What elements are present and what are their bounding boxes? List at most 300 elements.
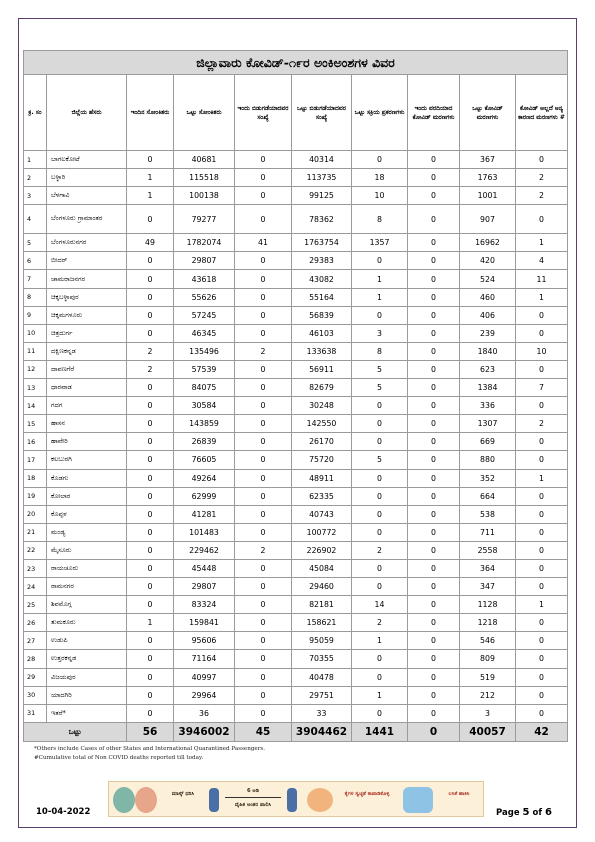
cell-serial: 28 — [24, 650, 47, 668]
cell-total-infected: 76605 — [174, 451, 235, 469]
cell-today-deaths: 0 — [408, 169, 460, 187]
handwash-segment — [299, 782, 399, 818]
cell-total-infected: 49264 — [174, 469, 235, 487]
table-row — [24, 169, 568, 187]
cell-district: ರಾಯಚೂರು — [47, 559, 127, 577]
cell-today-discharged: 0 — [235, 469, 292, 487]
cell-today-deaths: 0 — [408, 205, 460, 234]
cell-today-infected: 0 — [127, 415, 174, 433]
cell-today-discharged: 0 — [235, 205, 292, 234]
cell-total-infected: 41281 — [174, 505, 235, 523]
cell-total-discharged: 1763754 — [292, 234, 352, 252]
cell-today-infected: 0 — [127, 578, 174, 596]
cell-today-infected: 0 — [127, 252, 174, 270]
cell-active-cases: 0 — [352, 559, 408, 577]
vaccine-icon — [403, 787, 433, 813]
cell-today-deaths: 0 — [408, 704, 460, 722]
cell-today-discharged: 0 — [235, 686, 292, 704]
cell-non-covid-deaths: 2 — [516, 169, 568, 187]
cell-today-infected: 0 — [127, 541, 174, 559]
cell-district: ಚಿತ್ರದುರ್ಗ — [47, 324, 127, 342]
cell-total-deaths: 364 — [460, 559, 516, 577]
cell-serial: 30 — [24, 686, 47, 704]
cell-district: ಕೊಡಗು — [47, 469, 127, 487]
cell-active-cases: 18 — [352, 169, 408, 187]
cell-today-infected: 0 — [127, 469, 174, 487]
cell-today-discharged: 0 — [235, 169, 292, 187]
cell-total-infected: 159841 — [174, 614, 235, 632]
table-row — [24, 632, 568, 650]
cell-total-deaths: 212 — [460, 686, 516, 704]
cell-today-infected: 0 — [127, 523, 174, 541]
header-district: ಜಿಲ್ಲೆಯ ಹೆಸರು — [47, 75, 127, 151]
cell-total-deaths: 623 — [460, 360, 516, 378]
cell-today-infected: 2 — [127, 360, 174, 378]
cell-total-deaths: 519 — [460, 668, 516, 686]
table-row — [24, 379, 568, 397]
cell-non-covid-deaths: 1 — [516, 596, 568, 614]
cell-total-infected: 83324 — [174, 596, 235, 614]
cell-district: ಉಡುಪಿ — [47, 632, 127, 650]
cell-serial: 19 — [24, 487, 47, 505]
cell-active-cases: 0 — [352, 523, 408, 541]
cell-total-discharged: 45084 — [292, 559, 352, 577]
total-today-discharged: 45 — [235, 722, 292, 741]
cell-today-discharged: 0 — [235, 252, 292, 270]
cell-district: ಬೆಂಗಳೂರು ಗ್ರಾಮಾಂತರ — [47, 205, 127, 234]
cell-today-discharged: 0 — [235, 650, 292, 668]
cell-total-deaths: 669 — [460, 433, 516, 451]
table-row — [24, 270, 568, 288]
cell-today-discharged: 0 — [235, 360, 292, 378]
cell-active-cases: 0 — [352, 704, 408, 722]
cell-active-cases: 14 — [352, 596, 408, 614]
cell-today-discharged: 41 — [235, 234, 292, 252]
cell-district: ಬಾಗಲಕೋಟೆ — [47, 151, 127, 169]
cell-serial: 4 — [24, 205, 47, 234]
cell-non-covid-deaths: 11 — [516, 270, 568, 288]
cell-district: ವಿಜಯಪುರ — [47, 668, 127, 686]
cell-total-infected: 143859 — [174, 415, 235, 433]
cell-district: ಹಾಸನ — [47, 415, 127, 433]
cell-district: ತುಮಕೂರು — [47, 614, 127, 632]
cell-non-covid-deaths: 0 — [516, 433, 568, 451]
cell-serial: 20 — [24, 505, 47, 523]
cell-today-deaths: 0 — [408, 151, 460, 169]
distance-arrow-icon — [225, 797, 281, 798]
cell-total-deaths: 1001 — [460, 187, 516, 205]
cell-total-discharged: 100772 — [292, 523, 352, 541]
cell-today-infected: 2 — [127, 342, 174, 360]
cell-total-deaths: 524 — [460, 270, 516, 288]
cell-serial: 31 — [24, 704, 47, 722]
page-current: 5 — [522, 807, 530, 818]
cell-total-discharged: 226902 — [292, 541, 352, 559]
cell-total-discharged: 55164 — [292, 288, 352, 306]
cell-today-discharged: 0 — [235, 578, 292, 596]
cell-serial: 2 — [24, 169, 47, 187]
cell-district: ಯಾದಗಿರಿ — [47, 686, 127, 704]
cell-district: ಉತ್ತರಕನ್ನಡ — [47, 650, 127, 668]
cell-today-infected: 0 — [127, 324, 174, 342]
cell-active-cases: 8 — [352, 205, 408, 234]
table-row — [24, 451, 568, 469]
cell-total-discharged: 48911 — [292, 469, 352, 487]
cell-total-infected: 135496 — [174, 342, 235, 360]
cell-non-covid-deaths: 0 — [516, 487, 568, 505]
cell-total-discharged: 82181 — [292, 596, 352, 614]
cell-total-deaths: 352 — [460, 469, 516, 487]
cell-active-cases: 0 — [352, 252, 408, 270]
cell-district: ಧಾರವಾಡ — [47, 379, 127, 397]
cell-today-discharged: 0 — [235, 288, 292, 306]
person-icon — [209, 788, 219, 812]
cell-district: ಬಳ್ಳಾರಿ — [47, 169, 127, 187]
cell-today-infected: 49 — [127, 234, 174, 252]
cell-today-discharged: 0 — [235, 451, 292, 469]
cell-serial: 22 — [24, 541, 47, 559]
cell-active-cases: 0 — [352, 469, 408, 487]
cell-total-deaths: 420 — [460, 252, 516, 270]
table-row — [24, 360, 568, 378]
cell-non-covid-deaths: 0 — [516, 360, 568, 378]
cell-today-discharged: 0 — [235, 596, 292, 614]
cell-non-covid-deaths: 0 — [516, 632, 568, 650]
cell-total-discharged: 62335 — [292, 487, 352, 505]
cell-today-discharged: 0 — [235, 704, 292, 722]
cell-district: ಬೀದರ್ — [47, 252, 127, 270]
cell-today-discharged: 0 — [235, 632, 292, 650]
cell-non-covid-deaths: 0 — [516, 614, 568, 632]
total-today-infected: 56 — [127, 722, 174, 741]
cell-today-deaths: 0 — [408, 596, 460, 614]
cell-today-deaths: 0 — [408, 360, 460, 378]
table-row — [24, 324, 568, 342]
cell-today-deaths: 0 — [408, 686, 460, 704]
cell-today-deaths: 0 — [408, 668, 460, 686]
cell-district: ಮಂಡ್ಯ — [47, 523, 127, 541]
cell-total-discharged: 30248 — [292, 397, 352, 415]
cell-district: ದಕ್ಷಿಣಕನ್ನಡ — [47, 342, 127, 360]
vaccine-segment — [399, 782, 485, 818]
cell-today-deaths: 0 — [408, 415, 460, 433]
cell-total-infected: 229462 — [174, 541, 235, 559]
cell-serial: 8 — [24, 288, 47, 306]
cell-district: ಚಾಮರಾಜನಗರ — [47, 270, 127, 288]
cell-today-infected: 0 — [127, 433, 174, 451]
cell-active-cases: 3 — [352, 324, 408, 342]
cell-active-cases: 1357 — [352, 234, 408, 252]
cell-total-discharged: 29460 — [292, 578, 352, 596]
cell-total-discharged: 78362 — [292, 205, 352, 234]
cell-serial: 13 — [24, 379, 47, 397]
cell-non-covid-deaths: 10 — [516, 342, 568, 360]
total-label: ಒಟ್ಟು — [24, 722, 127, 741]
table-row — [24, 614, 568, 632]
table-row — [24, 151, 568, 169]
cell-today-infected: 0 — [127, 704, 174, 722]
cell-today-infected: 0 — [127, 487, 174, 505]
cell-today-deaths: 0 — [408, 306, 460, 324]
cell-serial: 3 — [24, 187, 47, 205]
cell-today-discharged: 0 — [235, 379, 292, 397]
footnote-others: *Others include Cases of other States and International Quarantined Passengers. — [34, 746, 266, 752]
cell-serial: 21 — [24, 523, 47, 541]
cell-total-deaths: 664 — [460, 487, 516, 505]
handwash-text: ಕೈಗಳ ಸ್ವಚ್ಛತೆ ಕಾಪಾಡಿಕೊಳ್ಳಿ — [344, 791, 390, 797]
cell-non-covid-deaths: 0 — [516, 306, 568, 324]
cell-today-discharged: 0 — [235, 559, 292, 577]
mask-person-icon — [135, 787, 157, 813]
header-row — [24, 75, 568, 151]
cell-today-deaths: 0 — [408, 324, 460, 342]
cell-total-discharged: 95059 — [292, 632, 352, 650]
cell-serial: 24 — [24, 578, 47, 596]
cell-total-infected: 29807 — [174, 252, 235, 270]
cell-today-discharged: 0 — [235, 324, 292, 342]
table-row — [24, 187, 568, 205]
distance-text: ದೈಹಿಕ ಅಂತರ ಪಾಲಿಸಿ — [234, 802, 272, 808]
cell-serial: 1 — [24, 151, 47, 169]
page-label: Page — [496, 808, 523, 818]
cell-non-covid-deaths: 0 — [516, 578, 568, 596]
cell-total-deaths: 406 — [460, 306, 516, 324]
table-row — [24, 541, 568, 559]
cell-today-infected: 0 — [127, 596, 174, 614]
cell-district: ಬೆಂಗಳೂರುನಗರ — [47, 234, 127, 252]
total-total-deaths: 40057 — [460, 722, 516, 741]
cell-serial: 26 — [24, 614, 47, 632]
cell-serial: 27 — [24, 632, 47, 650]
table-row — [24, 668, 568, 686]
cell-active-cases: 0 — [352, 397, 408, 415]
total-row — [24, 722, 568, 741]
table-row — [24, 559, 568, 577]
cell-serial: 16 — [24, 433, 47, 451]
total-total-discharged: 3904462 — [292, 722, 352, 741]
cell-today-deaths: 0 — [408, 578, 460, 596]
cell-active-cases: 1 — [352, 632, 408, 650]
cell-district: ಕೋಲಾರ — [47, 487, 127, 505]
cell-serial: 23 — [24, 559, 47, 577]
cell-today-deaths: 0 — [408, 614, 460, 632]
cell-total-deaths: 1763 — [460, 169, 516, 187]
cell-today-infected: 0 — [127, 451, 174, 469]
table-row — [24, 650, 568, 668]
cell-non-covid-deaths: 0 — [516, 397, 568, 415]
cell-today-infected: 0 — [127, 686, 174, 704]
cell-total-deaths: 880 — [460, 451, 516, 469]
cell-total-infected: 100138 — [174, 187, 235, 205]
page-number — [496, 807, 552, 818]
cell-today-discharged: 0 — [235, 187, 292, 205]
cell-total-infected: 55626 — [174, 288, 235, 306]
cell-today-infected: 0 — [127, 270, 174, 288]
table-row — [24, 342, 568, 360]
cell-total-deaths: 1307 — [460, 415, 516, 433]
cell-total-discharged: 43082 — [292, 270, 352, 288]
cell-total-discharged: 29383 — [292, 252, 352, 270]
cell-today-deaths: 0 — [408, 523, 460, 541]
cell-serial: 14 — [24, 397, 47, 415]
cell-today-infected: 0 — [127, 306, 174, 324]
cell-total-deaths: 711 — [460, 523, 516, 541]
header-today-discharged: ಇಂದು ಬಿಡುಗಡೆಯಾದವರ ಸಂಖ್ಯೆ — [235, 75, 292, 151]
cell-total-infected: 29964 — [174, 686, 235, 704]
header-today-infected: ಇಂದಿನ ಸೋಂಕಿತರು — [127, 75, 174, 151]
cell-non-covid-deaths: 0 — [516, 559, 568, 577]
cell-non-covid-deaths: 0 — [516, 541, 568, 559]
cell-total-infected: 1782074 — [174, 234, 235, 252]
cell-active-cases: 5 — [352, 451, 408, 469]
cell-today-deaths: 0 — [408, 469, 460, 487]
cell-total-infected: 46345 — [174, 324, 235, 342]
covid-stats-table — [23, 50, 568, 742]
table-title: ಜಿಲ್ಲಾವಾರು ಕೋವಿಡ್-೧೯ರ ಅಂಕಿಅಂಶಗಳ ವಿವರ — [24, 51, 568, 75]
table-row — [24, 704, 568, 722]
cell-total-deaths: 3 — [460, 704, 516, 722]
cell-total-deaths: 1128 — [460, 596, 516, 614]
cell-today-deaths: 0 — [408, 487, 460, 505]
cell-today-infected: 0 — [127, 397, 174, 415]
cell-today-discharged: 0 — [235, 151, 292, 169]
cell-today-deaths: 0 — [408, 559, 460, 577]
footnotes — [34, 745, 265, 763]
cell-district: ಹಾವೇರಿ — [47, 433, 127, 451]
cell-non-covid-deaths: 2 — [516, 415, 568, 433]
cell-active-cases: 0 — [352, 668, 408, 686]
cell-active-cases: 0 — [352, 151, 408, 169]
cell-today-discharged: 0 — [235, 415, 292, 433]
cell-district: ಕಲಬುರಗಿ — [47, 451, 127, 469]
cell-non-covid-deaths: 0 — [516, 668, 568, 686]
cell-non-covid-deaths: 0 — [516, 650, 568, 668]
cell-total-discharged: 158621 — [292, 614, 352, 632]
table-row — [24, 578, 568, 596]
cell-total-discharged: 29751 — [292, 686, 352, 704]
cell-total-discharged: 46103 — [292, 324, 352, 342]
vaccine-text: ಲಸಿಕೆ ಹಾಕಿಸಿ — [448, 791, 470, 797]
total-today-deaths: 0 — [408, 722, 460, 741]
cell-total-deaths: 546 — [460, 632, 516, 650]
cell-non-covid-deaths: 1 — [516, 234, 568, 252]
total-non-covid-deaths: 42 — [516, 722, 568, 741]
cell-total-infected: 95606 — [174, 632, 235, 650]
cell-total-discharged: 75720 — [292, 451, 352, 469]
table-row — [24, 433, 568, 451]
cell-active-cases: 1 — [352, 686, 408, 704]
cell-today-infected: 0 — [127, 379, 174, 397]
header-non-covid-deaths: ಕೋವಿಡ್ ಅಲ್ಲದೆ ಅನ್ಯ ಕಾರಣದ ಮರಣಗಳು # — [516, 75, 568, 151]
cell-district: ಚಿಕ್ಕಬಳ್ಳಾಪುರ — [47, 288, 127, 306]
cell-today-deaths: 0 — [408, 505, 460, 523]
cell-today-deaths: 0 — [408, 270, 460, 288]
cell-non-covid-deaths: 0 — [516, 523, 568, 541]
table-row — [24, 252, 568, 270]
cell-today-discharged: 2 — [235, 541, 292, 559]
cell-today-infected: 0 — [127, 559, 174, 577]
cell-total-discharged: 56911 — [292, 360, 352, 378]
cell-total-deaths: 2558 — [460, 541, 516, 559]
cell-total-infected: 115518 — [174, 169, 235, 187]
cell-total-discharged: 40314 — [292, 151, 352, 169]
table-row — [24, 288, 568, 306]
cell-total-discharged: 40478 — [292, 668, 352, 686]
cell-today-deaths: 0 — [408, 650, 460, 668]
cell-total-deaths: 1384 — [460, 379, 516, 397]
cell-serial: 17 — [24, 451, 47, 469]
cell-total-deaths: 367 — [460, 151, 516, 169]
cell-today-discharged: 0 — [235, 306, 292, 324]
table-row — [24, 306, 568, 324]
header-serial: ಕ್ರ. ಸಂ — [24, 75, 47, 151]
cell-total-infected: 62999 — [174, 487, 235, 505]
header-active-cases: ಒಟ್ಟು ಸಕ್ರಿಯ ಪ್ರಕರಣಗಳು — [352, 75, 408, 151]
cell-serial: 11 — [24, 342, 47, 360]
cell-non-covid-deaths: 0 — [516, 704, 568, 722]
cell-total-infected: 71164 — [174, 650, 235, 668]
table-row — [24, 596, 568, 614]
cell-district: ಮೈಸೂರು — [47, 541, 127, 559]
cell-serial: 29 — [24, 668, 47, 686]
report-date: 10-04-2022 — [36, 807, 91, 817]
mask-segment — [109, 782, 207, 818]
cell-today-discharged: 0 — [235, 668, 292, 686]
cell-total-discharged: 82679 — [292, 379, 352, 397]
cell-today-deaths: 0 — [408, 433, 460, 451]
cell-total-discharged: 133638 — [292, 342, 352, 360]
mask-person-icon — [113, 787, 135, 813]
cell-total-discharged: 40743 — [292, 505, 352, 523]
cell-total-discharged: 113735 — [292, 169, 352, 187]
cell-active-cases: 8 — [352, 342, 408, 360]
cell-today-discharged: 0 — [235, 614, 292, 632]
header-total-discharged: ಒಟ್ಟು ಬಿಡುಗಡೆಯಾದವರ ಸಂಖ್ಯೆ — [292, 75, 352, 151]
cell-total-infected: 40997 — [174, 668, 235, 686]
cell-total-deaths: 907 — [460, 205, 516, 234]
cell-non-covid-deaths: 0 — [516, 686, 568, 704]
cell-today-deaths: 0 — [408, 234, 460, 252]
cell-total-infected: 43618 — [174, 270, 235, 288]
cell-today-infected: 0 — [127, 205, 174, 234]
cell-total-deaths: 336 — [460, 397, 516, 415]
cell-total-deaths: 460 — [460, 288, 516, 306]
cell-today-deaths: 0 — [408, 632, 460, 650]
cell-serial: 6 — [24, 252, 47, 270]
cell-today-infected: 0 — [127, 505, 174, 523]
header-total-infected: ಒಟ್ಟು ಸೋಂಕಿತರು — [174, 75, 235, 151]
cell-serial: 12 — [24, 360, 47, 378]
cell-district: ರಾಮನಗರ — [47, 578, 127, 596]
cell-serial: 25 — [24, 596, 47, 614]
cell-today-deaths: 0 — [408, 541, 460, 559]
cell-total-infected: 29807 — [174, 578, 235, 596]
table-row — [24, 686, 568, 704]
table-row — [24, 205, 568, 234]
cell-total-infected: 101483 — [174, 523, 235, 541]
table-row — [24, 415, 568, 433]
cell-total-infected: 79277 — [174, 205, 235, 234]
cell-district: ಕೊಪ್ಪಳ — [47, 505, 127, 523]
cell-total-discharged: 56839 — [292, 306, 352, 324]
distance-value: 6 ಅಡಿ — [246, 788, 260, 794]
header-today-deaths: ಇಂದು ವರದಿಯಾದ ಕೋವಿಡ್ ಮರಣಗಳು — [408, 75, 460, 151]
cell-non-covid-deaths: 2 — [516, 187, 568, 205]
cell-active-cases: 0 — [352, 650, 408, 668]
cell-today-infected: 0 — [127, 151, 174, 169]
cell-district: ಗದಗ — [47, 397, 127, 415]
cell-district: ದಾವಣಗೆರೆ — [47, 360, 127, 378]
